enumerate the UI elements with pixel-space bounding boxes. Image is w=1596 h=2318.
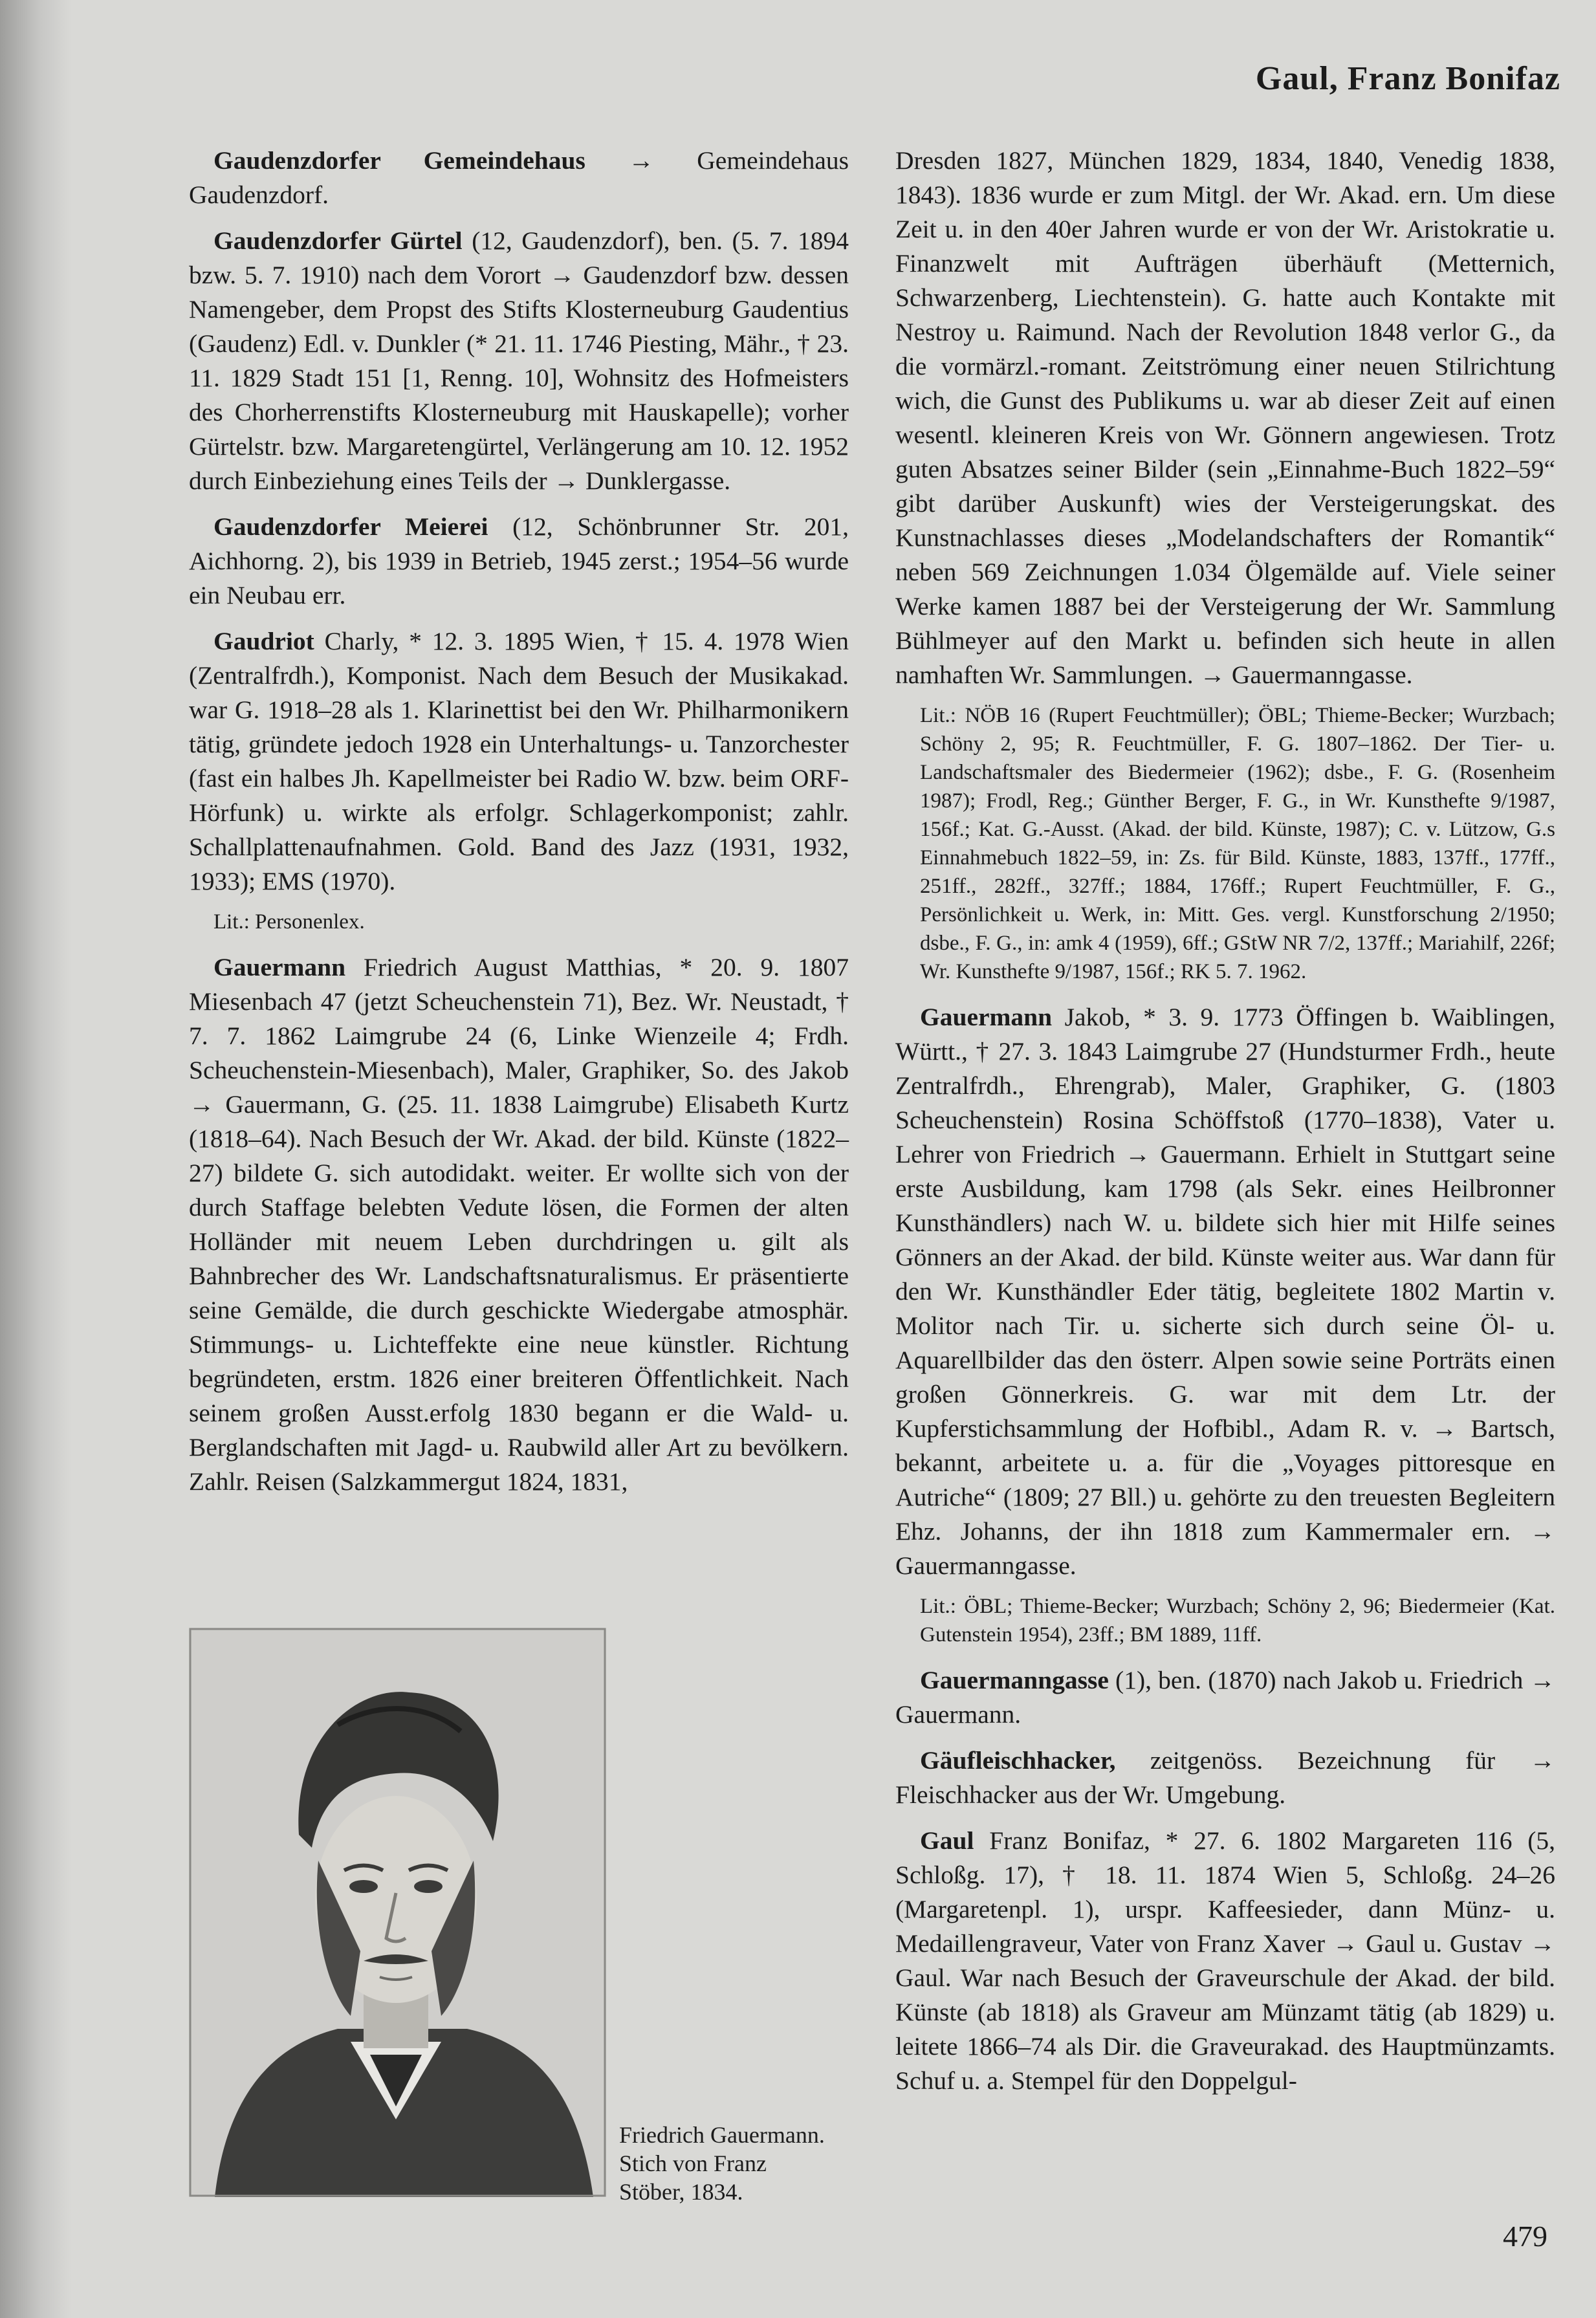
literature-note: Lit.: NÖB 16 (Rupert Feuchtmüller); ÖBL; Thieme-Becker; Wurzbach; Schöny 2, 95; R. Feuchtmüller, F. G. 1807–1862. Der Tier- u. Landschaftsmaler des Biedermeier (1962); dsbe., F. G. (Rosenheim 1987); Frodl, Reg.; Günther Berger, F. G., in Wr. Kunsthefte 9/1987, 156f.; Kat. G.-Ausst. (Akad. der bild. Künste, 1987); C. v. Lützow, G.s Einnahmebuch 1822–59, in: Zs. für Bild. Künste, 1883, 137ff., 177ff., 251ff., 282ff., 327ff.; 1884, 176ff.; Rupert Feuchtmüller, F. G., Persönlichkeit u. Werk, in: Mitt. Ges. vergl. Kunstforschung 2/1950; dsbe., F. G., in: amk 4 (1959), 6ff.; GStW NR 7/2, 137ff.; Mariahilf, 226f; Wr. Kunsthefte 9/1987, 156f.; RK 5. 7. 1962. xyxy=(920,704,1555,983)
headword: Gaudenzdorfer Gemeindehaus xyxy=(213,146,585,175)
headword: Gaudenzdorfer Meierei xyxy=(213,512,488,541)
entry xyxy=(895,144,1555,692)
headword: Gaudenzdorfer Gürtel xyxy=(213,226,463,255)
entry xyxy=(189,224,849,498)
entry-text: (1), ben. (1870) nach Jakob u. Friedrich → Gauermann. xyxy=(895,1666,1556,1729)
headword: Gauermann xyxy=(213,953,346,981)
portrait-figure xyxy=(189,1628,825,2205)
left-column xyxy=(189,144,849,1511)
entry-text: Jakob, * 3. 9. 1773 Öffingen b. Waiblingen, Württ., † 27. 3. 1843 Laimgrube 27 (Hundsturmer Frdh., heute Zentralfrdh., Ehrengrab), Maler, Graphiker, G. (1803 Scheuchenstein) Rosina Schöffstoß (1770–1838), Vater u. Lehrer von Friedrich → Gauermann. Erhielt in Stuttgart seine erste Ausbildung, kam 1798 (als Sekr. eines Heilbronner Kunsthändlers) nach W. u. bildete sich hier mit Hilfe seines Gönners an der Akad. der bild. Künste weiter aus. War dann für den Wr. Kunsthändler Eder tätig, begleitete 1802 Martin v. Molitor nach Tir. u. sicherte sich durch seine Öl- u. Aquarellbilder das den österr. Alpen sowie seine Porträts einen großen Gönnerkreis. G. war mit dem Ltr. der Kupferstichsammlung der Hofbibl., Adam R. v. → Bartsch, bekannt, arbeitete u. a. für die „Voyages pittoresque en Autriche“ (1809; 27 Bll.) u. gehörte zu den treuesten Begleitern Ehz. Johanns, der ihn 1818 zum Kammermaler ern. → Gauermanngasse. xyxy=(895,1003,1555,1580)
entry-text: → Gemeindehaus Gaudenzdorf. xyxy=(189,146,849,209)
entry xyxy=(189,144,849,212)
entry xyxy=(895,1744,1555,1812)
right-column xyxy=(895,144,1555,2110)
portrait-engraving xyxy=(189,1628,606,2197)
headword: Gauermanngasse xyxy=(920,1666,1109,1694)
headword: Gaul xyxy=(920,1826,974,1855)
entry-text: (12, Schönbrunner Str. 201, Aichhorng. 2), bis 1939 in Betrieb, 1945 zerst.; 1954–56 wurde ein Neubau err. xyxy=(189,512,849,609)
literature-note: Lit.: Personenlex. xyxy=(213,910,365,934)
entry-text: Dresden 1827, München 1829, 1834, 1840, Venedig 1838, 1843). 1836 wurde er zum Mitgl. der Wr. Akad. ern. Um diese Zeit u. in den 40er Jahren wurde er von der Wr. Aristokratie u. Finanzwelt mit Aufträgen überhäuft (Metternich, Schwarzenberg, Liechtenstein). G. hatte auch Kontakte mit Nestroy u. Raimund. Nach der Revolution 1848 verlor G., da die vormärzl.-romant. Zeitströmung einer neuen Stilrichtung wich, die Gunst des Publikums u. war ab dieser Zeit auf einen wesentl. kleineren Kreis von Wr. Gönnern angewiesen. Trotz guten Absatzes seiner Bilder (sein „Einnahme-Buch 1822–59“ gibt darüber Auskunft) wies der Versteigerungskat. des Kunstnachlasses dieses „Modelandschafters der Romantik“ neben 569 Zeichnungen 1.034 Ölgemälde auf. Viele seiner Werke kamen 1887 bei der Versteigerung der Wr. Sammlung Bühlmeyer auf den Markt u. befinden sich heute in allen namhaften Wr. Sammlungen. → Gauermanngasse. xyxy=(895,146,1555,689)
entry-text: Franz Bonifaz, * 27. 6. 1802 Margareten 116 (5, Schloßg. 17), † 18. 11. 1874 Wien 5, Schloßg. 24–26 (Margaretenpl. 1), urspr. Kaffeesieder, dann Münz- u. Medaillengraveur, Vater von Franz Xaver → Gaul u. Gustav → Gaul. War nach Besuch der Graveurschule der Akad. der bild. Künste (ab 1818) als Graveur am Münzamt tätig (ab 1829) u. leitete 1866–74 als Dir. die Graveurakad. des Hauptmünzamts. Schuf u. a. Stempel für den Doppelgul- xyxy=(895,1826,1556,2095)
portrait-image xyxy=(189,1628,606,2197)
running-header: Gaul, Franz Bonifaz xyxy=(1255,60,1560,97)
entry xyxy=(189,510,849,613)
entry-text: (12, Gaudenzdorf), ben. (5. 7. 1894 bzw. 5. 7. 1910) nach dem Vorort → Gaudenzdorf bzw. dessen Namengeber, dem Propst des Stifts Klosterneuburg Gaudentius (Gaudenz) Edl. v. Dunkler (* 21. 11. 1746 Piesting, Mähr., † 23. 11. 1829 Stadt 151 [1, Renng. 10], Wohnsitz des Hofmeisters des Chorherrenstifts Klosterneuburg mit Hauskapelle); vorher Gürtelstr. bzw. Margaretengürtel, Verlängerung am 10. 12. 1952 durch Einbeziehung eines Teils der → Dunklergasse. xyxy=(189,226,849,495)
page-gutter-shadow xyxy=(0,0,71,2318)
headword: Gaudriot xyxy=(213,627,314,655)
entry-text: zeitgenöss. Bezeichnung für → Fleischhacker aus der Wr. Umgebung. xyxy=(895,1746,1556,1809)
headword: Gauermann xyxy=(920,1003,1053,1031)
literature-note: Lit.: ÖBL; Thieme-Becker; Wurzbach; Schöny 2, 96; Biedermeier (Kat. Gutenstein 1954), 23ff.; BM 1889, 11ff. xyxy=(920,1595,1555,1646)
figure-caption: Friedrich Gauermann. Stich von Franz Stöber, 1834. xyxy=(619,2122,825,2205)
entry xyxy=(189,950,849,1499)
entry xyxy=(895,1824,1555,2098)
entry xyxy=(895,1663,1555,1732)
entry-text: Friedrich August Matthias, * 20. 9. 1807 Miesenbach 47 (jetzt Scheuchenstein 71), Bez. Wr. Neustadt, † 7. 7. 1862 Laimgrube 24 (6, Linke Wienzeile 4; Frdh. Scheuchenstein-Miesenbach), Maler, Graphiker, So. des Jakob → Gauermann, G. (25. 11. 1838 Laimgrube) Elisabeth Kurtz (1818–64). Nach Besuch der Wr. Akad. der bild. Künste (1822–27) bildete G. sich autodidakt. weiter. Er wollte sich von der durch Staffage belebten Vedute lösen, die Formen der alten Holländer mit neuem Leben durchdringen u. gilt als Bahnbrecher des Wr. Landschaftsnaturalismus. Er präsentierte seine Gemälde, die durch geschickte Wiedergabe atmosphär. Stimmungs- u. Lichteffekte eine neue künstler. Richtung begründeten, erstm. 1826 einer breiteren Öffentlichkeit. Nach seinem großen Ausst.erfolg 1830 begann er die Wald- u. Berglandschaften mit Jagd- u. Raubwild aller Art zu bevölkern. Zahlr. Reisen (Salzkammergut 1824, 1831, xyxy=(189,953,849,1496)
entry-text: Charly, * 12. 3. 1895 Wien, † 15. 4. 1978 Wien (Zentralfrdh.), Komponist. Nach dem Besuch der Musikakad. war G. 1918–28 als 1. Klarinettist bei den Wr. Philharmonikern tätig, gründete jedoch 1928 ein Unterhaltungs- u. Tanzorchester (fast ein halbes Jh. Kapellmeister bei Radio W. bzw. beim ORF-Hörfunk) u. wirkte als erfolgr. Schlagerkomponist; zahlr. Schallplattenaufnahmen. Gold. Band des Jazz (1931, 1932, 1933); EMS (1970). xyxy=(189,627,849,895)
headword: Gäufleischhacker, xyxy=(920,1746,1116,1775)
entry xyxy=(895,1000,1555,1583)
page-number: 479 xyxy=(1503,2220,1547,2253)
entry xyxy=(189,624,849,899)
